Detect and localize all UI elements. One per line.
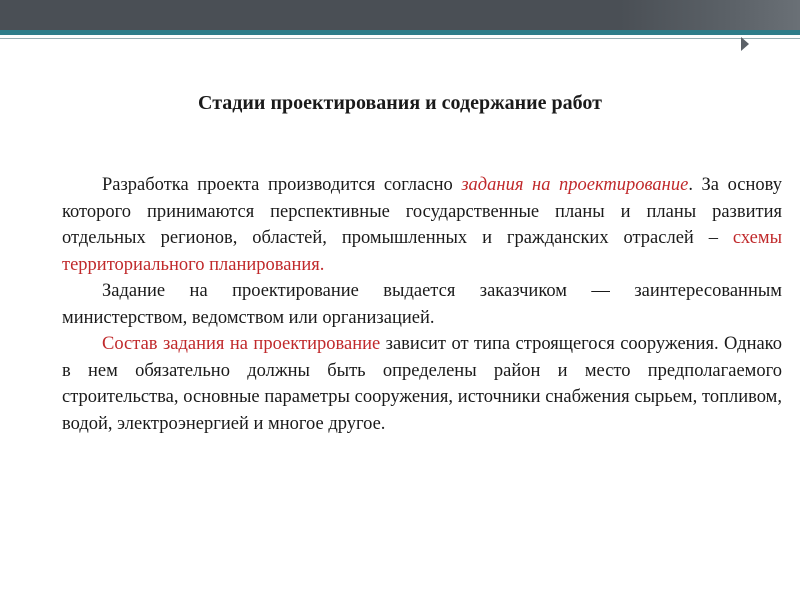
header-band [0,0,800,30]
p1-text-2: . За основу которого принимаются перспективные государственные планы и планы развития отдельных регионов, областей, промышленных и гражданских отраслей – [62,175,783,248]
p3-text-1: зависит от типа строящегося сооружения. Однако в нем обязательно должны быть определены район и место предполагаемого строительства, основные параметры сооружения, источники снабжения сырьем, топливом, водой, электроэнергией и многое другое. [62,334,782,434]
teal-stripe [0,30,800,35]
arrow-right-icon [741,37,749,51]
p2-text-1: Задание на проектирование выдается заказчиком — заинтересованным министерством, ведомством или организацией. [62,281,782,328]
paragraph-2 [62,278,782,331]
slide-title: Стадии проектирования и содержание работ [198,92,602,114]
header-band-accent [620,0,800,30]
divider-line [0,38,800,39]
p1-highlight-assignment: задания на проектирование [461,175,689,195]
p1-text-1: Разработка проекта производится согласно [102,175,462,195]
paragraph-3 [62,331,782,437]
paragraph-1 [62,172,782,278]
slide-body [62,172,782,437]
p1-highlight-schemes: схемы территориального планирования. [62,228,782,275]
p3-highlight-composition: Состав задания на проектирование [102,334,381,354]
